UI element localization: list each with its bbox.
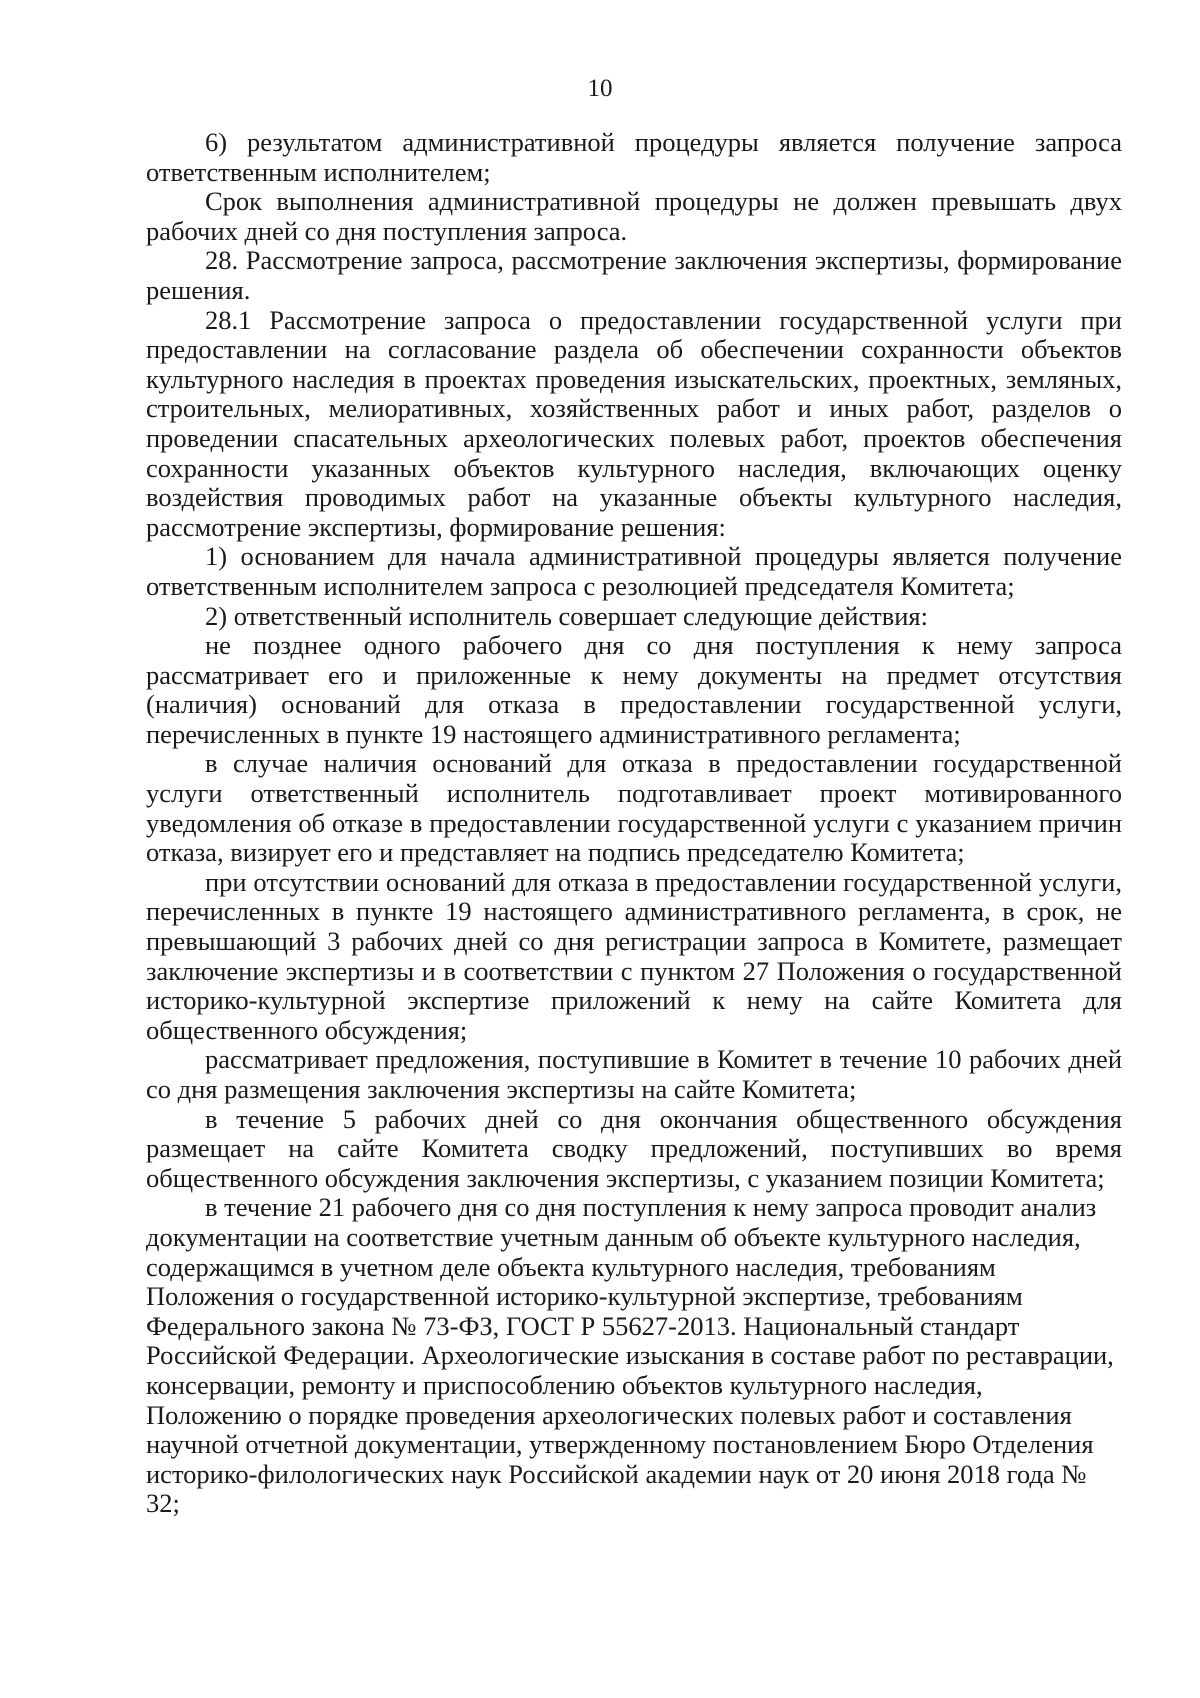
paragraph-actions-intro: 2) ответственный исполнитель совершает следующие действия:	[205, 600, 928, 631]
document-body	[146, 128, 1122, 1519]
paragraph-action-publish: при отсутствии оснований для отказа в предоставлении государственной услуги, перечисленных в пункте 19 настоящего административного регламента, в срок, не превышающий 3 рабочих дней со дня регистрации запроса в Комитете, размещает заключение экспертизы и в соответствии с пунктом 27 Положения о государственной историко-культурной экспертизе приложений к нему на сайте Комитета для общественного обсуждения;	[146, 866, 1122, 1045]
paragraph-item-28-1: 28.1 Рассмотрение запроса о предоставлении государственной услуги при предоставлении на согласование раздела об обеспечении сохранности объектов культурного наследия в проектах проведения изыскательских, проектных, земляных, строительных, мелиоративных, хозяйственных работ и иных работ, разделов о проведении спасательных археологических полевых работ, проектов обеспечения сохранности указанных объектов культурного наследия, включающих оценку воздействия проводимых работ на указанные объекты культурного наследия, рассмотрение экспертизы, формирование решения:	[146, 304, 1122, 542]
paragraph-action-summary: в течение 5 рабочих дней со дня окончания общественного обсуждения размещает на сайте Комитета сводку предложений, поступивших во время общественного обсуждения заключения экспертизы, с указанием позиции Комитета;	[146, 1103, 1122, 1193]
paragraph-item-28: 28. Рассмотрение запроса, рассмотрение заключения экспертизы, формирование решения.	[146, 245, 1122, 305]
paragraph-basis: 1) основанием для начала административной процедуры является получение ответственным исполнителем запроса с резолюцией председателя Комитета;	[146, 541, 1122, 601]
paragraph-action-refusal: в случае наличия оснований для отказа в предоставлении государственной услуги ответственный исполнитель подготавливает проект мотивированного уведомления об отказе в предоставлении государственной услуги с указанием причин отказа, визирует его и представляет на подпись председателю Комитета;	[146, 748, 1122, 868]
paragraph-action-review: не позднее одного рабочего дня со дня поступления к нему запроса рассматривает его и приложенные к нему документы на предмет отсутствия (наличия) оснований для отказа в предоставлении государственной услуги, перечисленных в пункте 19 настоящего административного регламента;	[146, 630, 1122, 749]
paragraph-deadline: Срок выполнения административной процедуры не должен превышать двух рабочих дней со дня поступления запроса.	[146, 186, 1122, 246]
paragraph-result-receipt: 6) результатом административной процедуры является получение запроса ответственным исполнителем;	[146, 127, 1122, 187]
page-number: 10	[587, 75, 613, 102]
paragraph-action-consider: рассматривает предложения, поступившие в Комитет в течение 10 рабочих дней со дня размещения заключения экспертизы на сайте Комитета;	[146, 1044, 1122, 1104]
paragraph-action-analysis: в течение 21 рабочего дня со дня поступления к нему запроса проводит анализ документации на соответствие учетным данным об объекте культурного наследия, содержащимся в учетном деле объекта культурного наследия, требованиям Положения о государственной историко-культурной экспертизе, требованиям Федерального закона № 73-ФЗ, ГОСТ Р 55627-2013. Национальный стандарт Российской Федерации. Археологические изыскания в составе работ по реставрации, консервации, ремонту и приспособлению объектов культурного наследия, Положению о порядке проведения археологических полевых работ и составления научной отчетной документации, утвержденному постановлением Бюро Отделения историко-филологических наук Российской академии наук от 20 июня 2018 года № 32;	[146, 1192, 1114, 1519]
